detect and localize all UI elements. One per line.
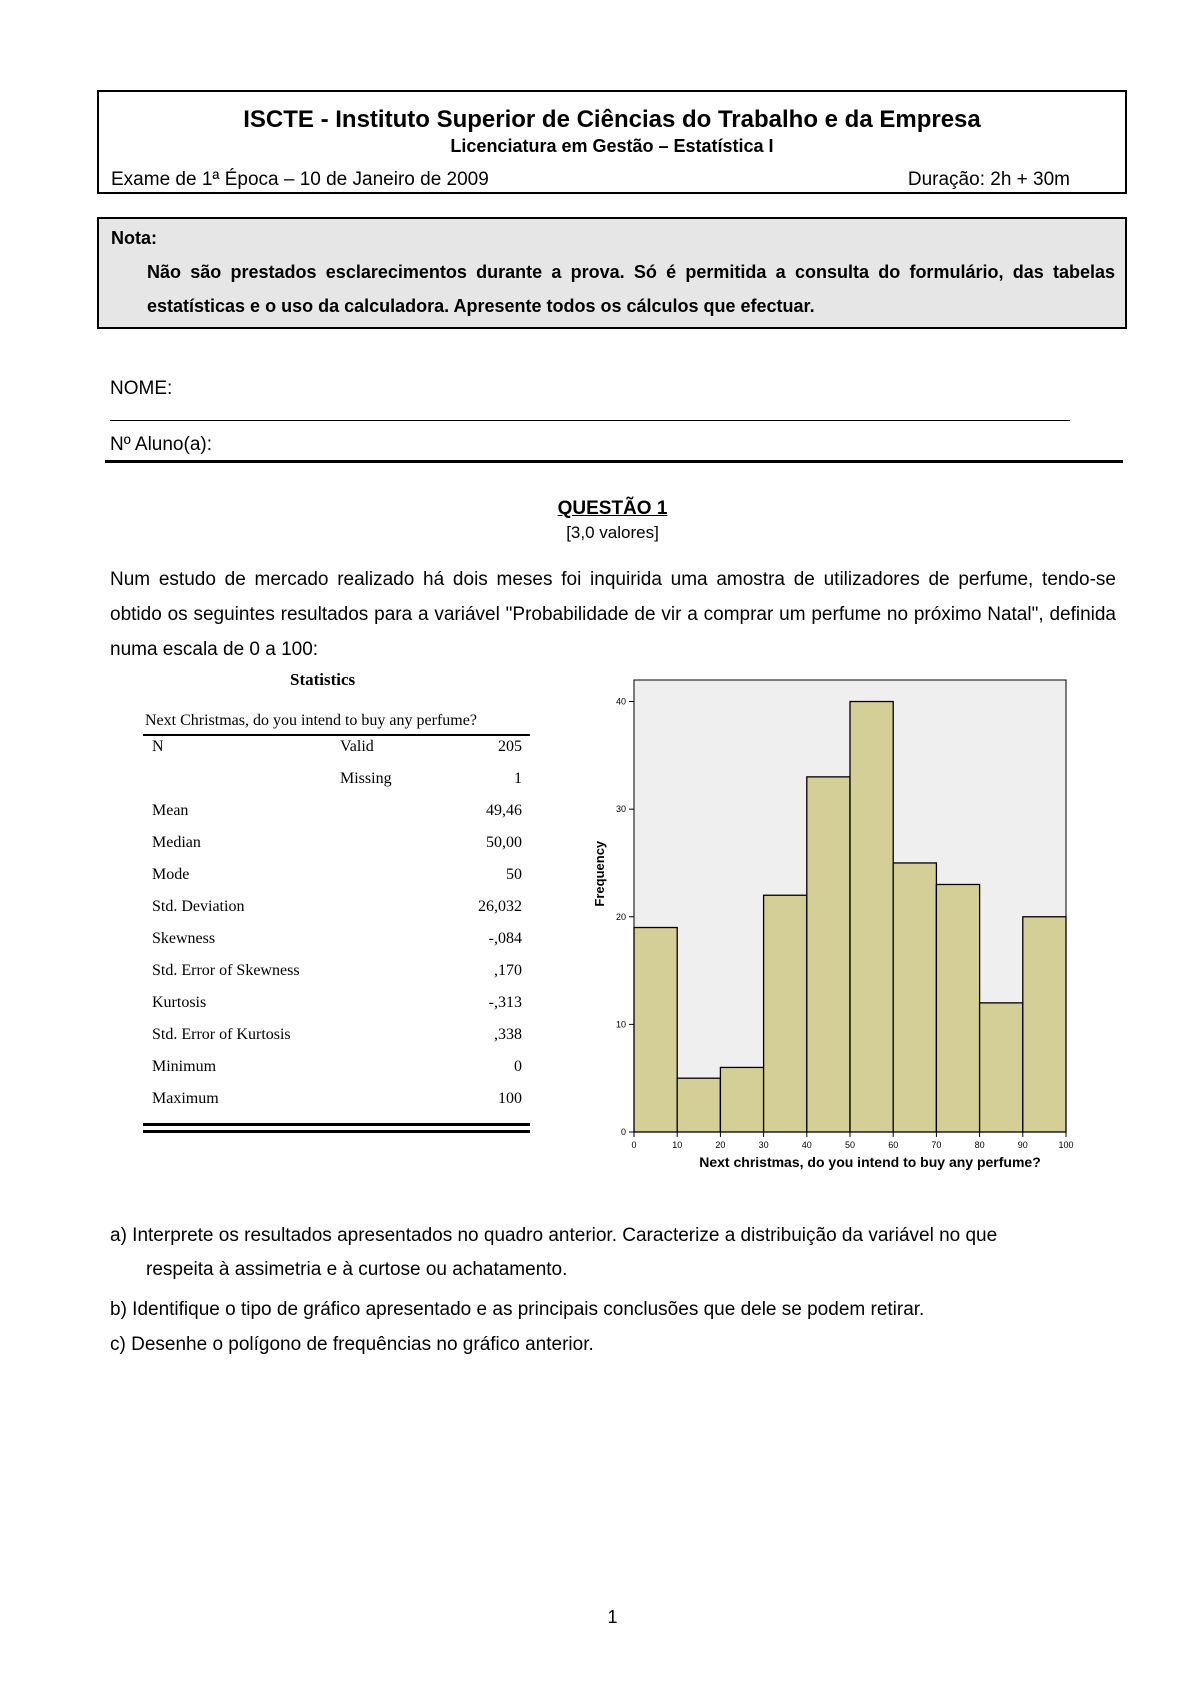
exam-duration: Duração: 2h + 30m	[907, 169, 1070, 190]
stats-row-value: 50,00	[486, 834, 522, 851]
stats-row-label: Median	[152, 834, 201, 851]
stats-row-value: 26,032	[478, 898, 522, 915]
exam-date: Exame de 1ª Época – 10 de Janeiro de 2009	[111, 169, 489, 190]
histogram-bar	[980, 1003, 1023, 1132]
stats-row-value: 0	[514, 1058, 522, 1075]
x-tick-label: 100	[1058, 1140, 1074, 1150]
histogram-bar	[893, 863, 936, 1132]
question-value: [3,0 valores]	[566, 523, 659, 542]
stats-title: Statistics	[290, 670, 356, 689]
y-tick-label: 40	[615, 696, 626, 707]
student-number-line	[105, 460, 1123, 463]
x-tick-label: 30	[758, 1140, 769, 1150]
note-text: Não são prestados esclarecimentos durante a prova. Só é permitida a consulta do formulário, das tabelas estatísticas e o uso da calculadora. Apresente todos os cálculos que efectuar.	[147, 262, 1115, 316]
subquestion-a: a) Interprete os resultados apresentados no quadro anterior. Caracterize a distribuição da variável no que	[110, 1225, 998, 1246]
stats-row-label: Std. Error of Kurtosis	[152, 1026, 291, 1043]
histogram-bar	[764, 895, 807, 1132]
y-tick-label: 30	[615, 804, 626, 815]
x-axis-label: Next christmas, do you intend to buy any perfume?	[699, 1154, 1041, 1170]
stats-row-value: 1	[514, 770, 522, 787]
stats-row-label: Mode	[152, 866, 190, 883]
question-title: QUESTÃO 1	[557, 498, 668, 519]
student-number-label: Nº Aluno(a):	[110, 434, 212, 455]
name-line	[110, 420, 1070, 421]
stats-row-sublabel: Missing	[340, 770, 392, 787]
histogram-bar	[634, 928, 677, 1132]
histogram-bar	[720, 1067, 763, 1132]
histogram-bar	[850, 702, 893, 1132]
y-tick-label: 20	[615, 911, 626, 922]
y-axis-label: Frequency	[592, 840, 607, 907]
stats-row-label: Mean	[152, 802, 189, 819]
question-intro: Num estudo de mercado realizado há dois meses foi inquirida uma amostra de utilizadores de perfume, tendo-se obtido os seguintes resultados para a variável "Probabilidade de vir a comprar um perfume no próximo Natal", definida numa escala de 0 a 100:	[110, 569, 1116, 660]
x-tick-label: 0	[631, 1140, 637, 1150]
stats-row-label: N	[152, 738, 164, 755]
stats-end-rule	[143, 1123, 530, 1126]
histogram-bar	[1023, 917, 1066, 1132]
stats-row-sublabel: Valid	[340, 738, 374, 755]
y-tick-label: 0	[620, 1127, 626, 1137]
stats-row-label: Std. Deviation	[152, 898, 245, 915]
x-tick-label: 70	[931, 1140, 942, 1150]
note-box	[97, 217, 1127, 329]
stats-row-value: 50	[506, 866, 522, 883]
institution-title: ISCTE - Instituto Superior de Ciências do Trabalho e da Empresa	[243, 106, 981, 133]
histogram-chart	[590, 672, 1100, 1182]
y-tick-label: 10	[615, 1019, 626, 1030]
x-tick-label: 40	[801, 1140, 812, 1150]
stats-row-label: Skewness	[152, 930, 216, 947]
x-tick-label: 10	[672, 1140, 683, 1150]
stats-row-value: 205	[498, 738, 522, 755]
stats-row-value: ,338	[494, 1026, 522, 1043]
subquestion-a-cont: respeita à assimetria e à curtose ou achatamento.	[146, 1259, 568, 1280]
subquestion-b: b) Identifique o tipo de gráfico apresentado e as principais conclusões que dele se podem retirar.	[110, 1299, 925, 1320]
exam-header	[97, 90, 1127, 194]
x-tick-label: 90	[1017, 1140, 1028, 1150]
x-tick-label: 50	[844, 1140, 856, 1150]
stats-row-label: Std. Error of Skewness	[152, 962, 300, 979]
stats-row-value: ,170	[494, 962, 522, 979]
name-label: NOME:	[110, 378, 173, 399]
stats-row-value: -,313	[488, 994, 522, 1011]
page-number: 1	[607, 1607, 618, 1627]
stats-row-label: Maximum	[152, 1090, 219, 1107]
subquestion-c: c) Desenhe o polígono de frequências no gráfico anterior.	[110, 1334, 594, 1355]
stats-rule	[143, 734, 530, 736]
stats-row-value: 100	[498, 1090, 522, 1107]
stats-end-rule-2	[143, 1130, 530, 1133]
x-tick-label: 80	[974, 1140, 985, 1150]
note-label: Nota:	[111, 228, 157, 248]
histogram-bar	[936, 884, 979, 1132]
x-tick-label: 60	[888, 1140, 899, 1150]
histogram-bar	[677, 1078, 720, 1132]
stats-variable: Next Christmas, do you intend to buy any perfume?	[145, 712, 477, 729]
x-tick-label: 20	[715, 1140, 726, 1150]
course-subtitle: Licenciatura em Gestão – Estatística I	[450, 136, 774, 156]
histogram-bar	[807, 777, 850, 1132]
stats-row-label: Kurtosis	[152, 994, 207, 1011]
stats-row-value: 49,46	[486, 802, 522, 819]
stats-row-label: Minimum	[152, 1058, 217, 1075]
stats-row-value: -,084	[488, 930, 522, 947]
